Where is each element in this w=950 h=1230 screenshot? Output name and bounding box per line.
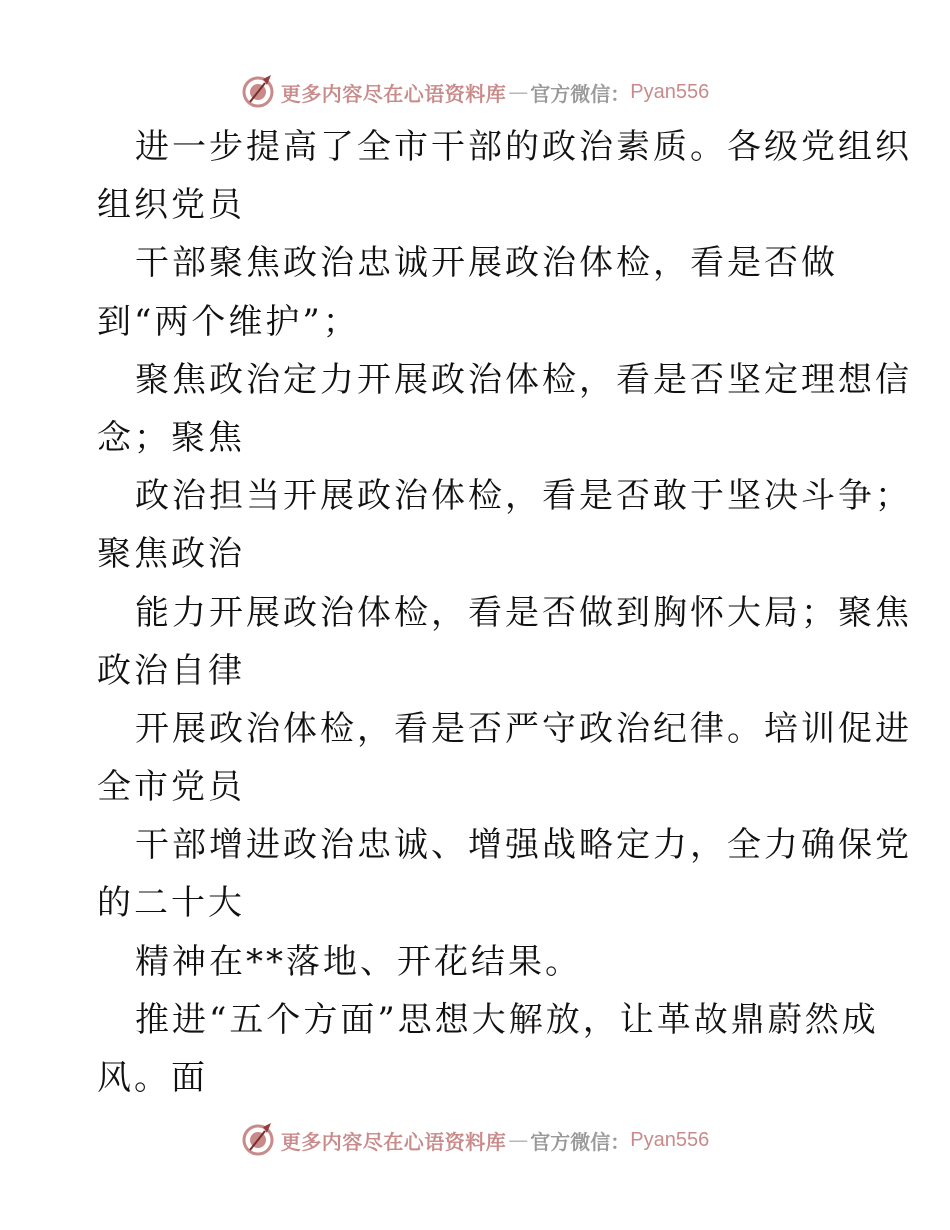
watermark-handle: Pyan556: [630, 1128, 710, 1151]
watermark-main-text: 更多内容尽在心语资料库: [280, 1129, 507, 1154]
watermark-contact-label: 官方微信：: [530, 81, 631, 106]
text-line: 的二十大: [97, 883, 245, 924]
document-body: [97, 118, 912, 1107]
text-line: 念；聚焦: [97, 417, 245, 458]
watermark-separator: —: [508, 1128, 529, 1152]
text-line: 推进“五个方面”思想大解放，让革故鼎蔚然成: [135, 999, 879, 1040]
text-line: 到“两个维护”；: [97, 301, 360, 342]
text-line: 开展政治体检，看是否严守政治纪律。培训促进: [135, 708, 912, 749]
text-line: 风。面: [97, 1058, 208, 1098]
quill-pen-logo-icon: [241, 75, 275, 109]
text-line: 精神在**落地、开花结果。: [135, 941, 582, 982]
text-line: 聚焦政治: [97, 534, 245, 575]
text-line: 组织党员: [97, 185, 245, 226]
text-line: 政治自律: [97, 650, 245, 691]
text-line: 聚焦政治定力开展政治体检，看是否坚定理想信: [135, 359, 912, 400]
watermark-separator: —: [508, 80, 529, 104]
text-line: 政治担当开展政治体检，看是否敢于坚决斗争；: [135, 476, 912, 517]
footer-watermark: [0, 1120, 950, 1160]
text-line: 能力开展政治体检，看是否做到胸怀大局；聚焦: [135, 592, 912, 633]
text-line: 全市党员: [97, 767, 245, 808]
watermark-handle: Pyan556: [630, 80, 710, 103]
watermark-main-text: 更多内容尽在心语资料库: [280, 81, 507, 106]
text-line: 进一步提高了全市干部的政治素质。各级党组织: [135, 127, 912, 167]
text-line: 干部增进政治忠诚、增强战略定力，全力确保党: [135, 825, 912, 866]
header-watermark: [0, 72, 950, 112]
watermark-contact-label: 官方微信：: [530, 1129, 631, 1154]
quill-pen-logo-icon: [241, 1123, 275, 1157]
text-line: 干部聚焦政治忠诚开展政治体检，看是否做: [135, 243, 838, 284]
